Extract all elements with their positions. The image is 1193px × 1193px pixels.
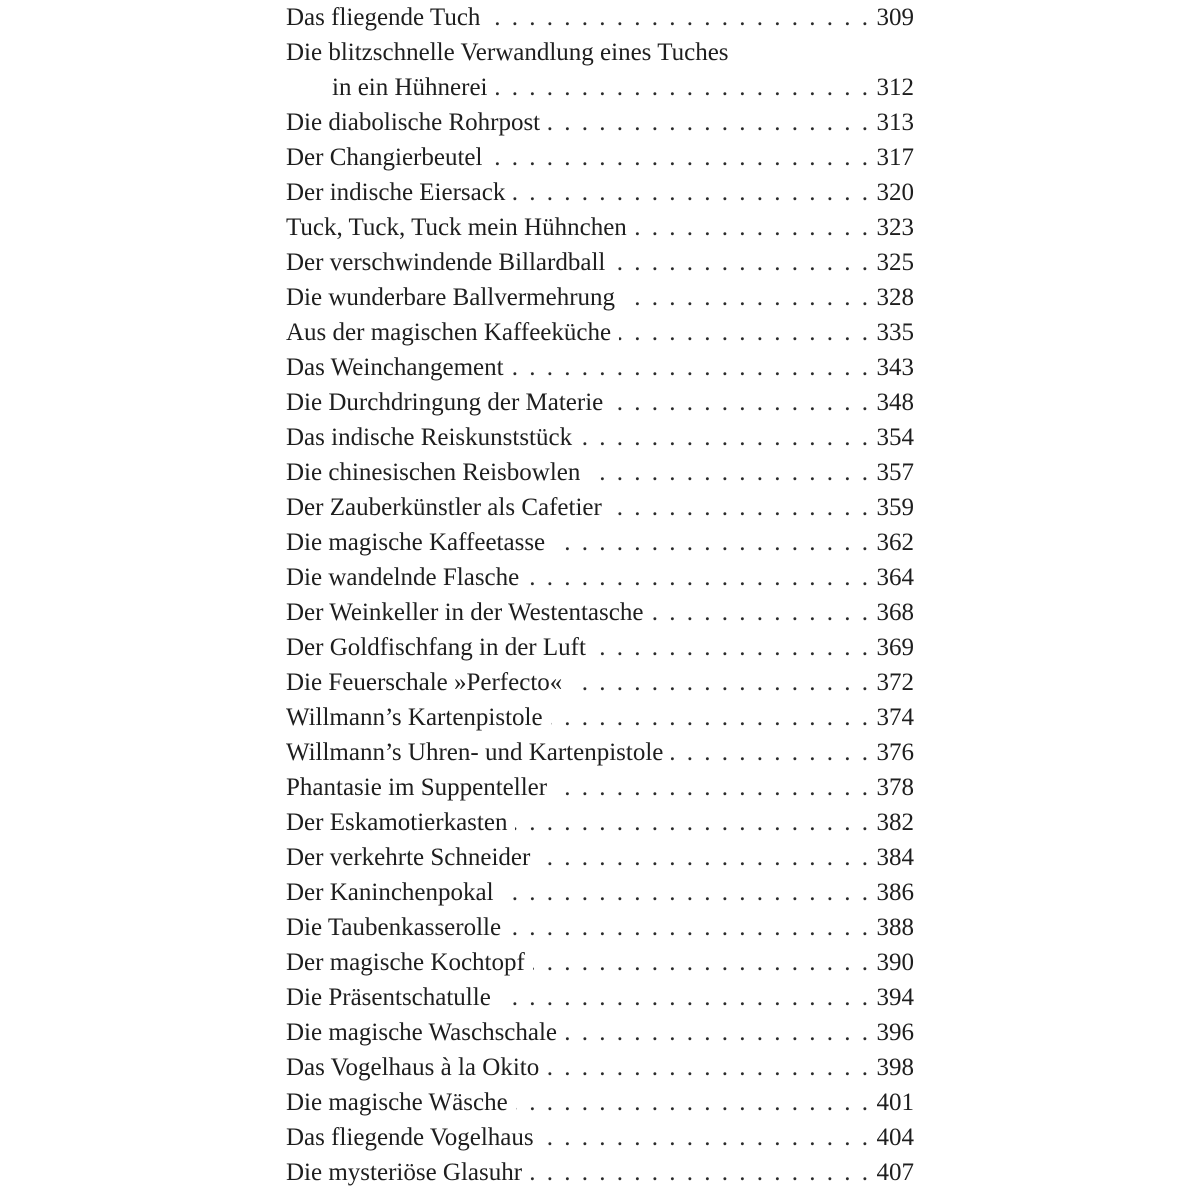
dot-leader	[538, 840, 868, 875]
toc-entry	[286, 70, 914, 105]
toc-entry-title: Der Zauberkünstler als Cafetier	[286, 494, 602, 521]
dot-leader	[496, 70, 868, 105]
toc-entry-page-number: 362	[876, 529, 914, 556]
dot-leader	[611, 385, 868, 420]
toc-entry	[286, 175, 914, 210]
toc-entry	[286, 665, 914, 700]
toc-entry-page-number: 369	[876, 634, 914, 661]
toc-entry-page-number: 357	[876, 459, 914, 486]
dot-leader	[594, 630, 868, 665]
toc-entry-title: Die chinesischen Reisbowlen	[286, 459, 581, 486]
table-of-contents	[286, 0, 914, 1190]
toc-entry-title: Das Vogelhaus à la Okito	[286, 1054, 540, 1081]
toc-entry	[286, 840, 914, 875]
toc-entry-title: Die magische Wäsche	[286, 1089, 508, 1116]
toc-entry-title: Tuck, Tuck, Tuck mein Hühnchen	[286, 214, 627, 241]
dot-leader	[512, 350, 868, 385]
toc-entry	[286, 1120, 914, 1155]
toc-entry-title: Der Eskamotierkasten	[286, 809, 508, 836]
toc-entry	[286, 420, 914, 455]
dot-leader	[553, 525, 868, 560]
dot-leader	[570, 665, 868, 700]
toc-entry	[286, 595, 914, 630]
toc-entry-title: Der verschwindende Billardball	[286, 249, 606, 276]
toc-entry	[286, 385, 914, 420]
dot-leader	[533, 945, 868, 980]
dot-leader	[527, 560, 868, 595]
toc-entry	[286, 35, 914, 70]
toc-entry-title: Der Goldfischfang in der Luft	[286, 634, 586, 661]
toc-entry-page-number: 317	[876, 144, 914, 171]
toc-entry-page-number: 401	[876, 1089, 914, 1116]
toc-entry-page-number: 376	[876, 739, 914, 766]
toc-entry-title: Das fliegende Vogelhaus	[286, 1124, 534, 1151]
toc-entry-title: Die blitzschnelle Verwandlung eines Tuches	[286, 39, 729, 66]
dot-leader	[502, 875, 868, 910]
toc-entry-page-number: 382	[876, 809, 914, 836]
toc-entry-title: Der Kaninchenpokal	[286, 879, 494, 906]
toc-entry-page-number: 407	[876, 1159, 914, 1186]
toc-entry-page-number: 348	[876, 389, 914, 416]
dot-leader	[580, 420, 868, 455]
dot-leader	[516, 1085, 868, 1120]
toc-entry-page-number: 328	[876, 284, 914, 311]
toc-entry-title: Willmann’s Kartenpistole	[286, 704, 543, 731]
toc-entry-page-number: 378	[876, 774, 914, 801]
toc-entry-title: Der magische Kochtopf	[286, 949, 525, 976]
toc-entry	[286, 945, 914, 980]
dot-leader	[499, 980, 868, 1015]
toc-entry-title: Der Weinkeller in der Westentasche	[286, 599, 644, 626]
toc-entry-title: Die wunderbare Ballvermehrung	[286, 284, 616, 311]
toc-entry	[286, 910, 914, 945]
toc-entry-page-number: 398	[876, 1054, 914, 1081]
dot-leader	[651, 595, 868, 630]
toc-entry-title: Die magische Waschschale	[286, 1019, 558, 1046]
toc-entry	[286, 350, 914, 385]
dot-leader	[547, 1050, 868, 1085]
dot-leader	[513, 175, 868, 210]
toc-entry-page-number: 323	[876, 214, 914, 241]
dot-leader	[509, 910, 868, 945]
toc-entry-page-number: 354	[876, 424, 914, 451]
dot-leader	[588, 455, 868, 490]
toc-entry-page-number: 374	[876, 704, 914, 731]
toc-entry-title: in ein Hühnerei	[332, 74, 488, 101]
toc-entry-title: Das indische Reiskunststück	[286, 424, 573, 451]
toc-entry	[286, 210, 914, 245]
toc-entry-page-number: 320	[876, 179, 914, 206]
toc-entry-title: Die Taubenkasserolle	[286, 914, 502, 941]
toc-entry-title: Das fliegende Tuch	[286, 4, 481, 31]
toc-entry-page-number: 372	[876, 669, 914, 696]
dot-leader	[542, 1120, 868, 1155]
toc-entry-page-number: 359	[876, 494, 914, 521]
dot-leader	[623, 280, 868, 315]
dot-leader	[530, 1155, 868, 1190]
toc-entry-title: Die Präsentschatulle	[286, 984, 491, 1011]
toc-entry	[286, 1085, 914, 1120]
toc-entry-title: Die diabolische Rohrpost	[286, 109, 541, 136]
toc-entry-page-number: 404	[876, 1124, 914, 1151]
toc-entry-page-number: 364	[876, 564, 914, 591]
toc-entry	[286, 735, 914, 770]
toc-entry	[286, 700, 914, 735]
toc-entry-title: Phantasie im Suppenteller	[286, 774, 548, 801]
toc-entry-page-number: 325	[876, 249, 914, 276]
toc-entry-page-number: 309	[876, 4, 914, 31]
toc-entry	[286, 315, 914, 350]
toc-entry-title: Die mysteriöse Glasuhr	[286, 1159, 523, 1186]
toc-entry	[286, 105, 914, 140]
toc-entry-title: Die Durchdringung der Materie	[286, 389, 604, 416]
toc-entry-page-number: 343	[876, 354, 914, 381]
toc-entry	[286, 245, 914, 280]
toc-entry-title: Die wandelnde Flasche	[286, 564, 520, 591]
toc-entry	[286, 560, 914, 595]
toc-entry	[286, 980, 914, 1015]
toc-entry	[286, 280, 914, 315]
dot-leader	[488, 0, 868, 35]
toc-entry-page-number: 396	[876, 1019, 914, 1046]
toc-entry	[286, 630, 914, 665]
dot-leader	[613, 245, 868, 280]
toc-entry	[286, 875, 914, 910]
toc-entry-title: Willmann’s Uhren- und Kartenpistole	[286, 739, 664, 766]
toc-entry	[286, 1015, 914, 1050]
toc-entry-page-number: 312	[876, 74, 914, 101]
dot-leader	[635, 210, 868, 245]
dot-leader	[565, 1015, 868, 1050]
toc-entry-page-number: 384	[876, 844, 914, 871]
toc-entry-title: Das Weinchangement	[286, 354, 504, 381]
dot-leader	[515, 805, 868, 840]
toc-entry-page-number: 388	[876, 914, 914, 941]
toc-entry	[286, 0, 914, 35]
toc-entry-title: Der indische Eiersack	[286, 179, 506, 206]
toc-entry-page-number: 390	[876, 949, 914, 976]
dot-leader	[555, 770, 868, 805]
dot-leader	[619, 315, 868, 350]
toc-entry	[286, 770, 914, 805]
toc-entry-title: Der verkehrte Schneider	[286, 844, 531, 871]
toc-entry-page-number: 335	[876, 319, 914, 346]
toc-entry-page-number: 368	[876, 599, 914, 626]
dot-leader	[548, 105, 868, 140]
dot-leader	[551, 700, 868, 735]
toc-entry	[286, 1050, 914, 1085]
dot-leader	[671, 735, 868, 770]
dot-leader	[490, 140, 868, 175]
toc-entry	[286, 1155, 914, 1190]
dot-leader	[610, 490, 868, 525]
toc-entry-page-number: 394	[876, 984, 914, 1011]
toc-entry-page-number: 386	[876, 879, 914, 906]
toc-entry	[286, 140, 914, 175]
toc-entry	[286, 525, 914, 560]
toc-entry	[286, 455, 914, 490]
toc-entry-title: Der Changierbeutel	[286, 144, 483, 171]
toc-entry-title: Aus der magischen Kaffeeküche	[286, 319, 612, 346]
toc-entry-page-number: 313	[876, 109, 914, 136]
toc-entry	[286, 490, 914, 525]
toc-entry	[286, 805, 914, 840]
toc-entry-title: Die magische Kaffeetasse	[286, 529, 546, 556]
toc-entry-title: Die Feuerschale »Perfecto«	[286, 669, 563, 696]
